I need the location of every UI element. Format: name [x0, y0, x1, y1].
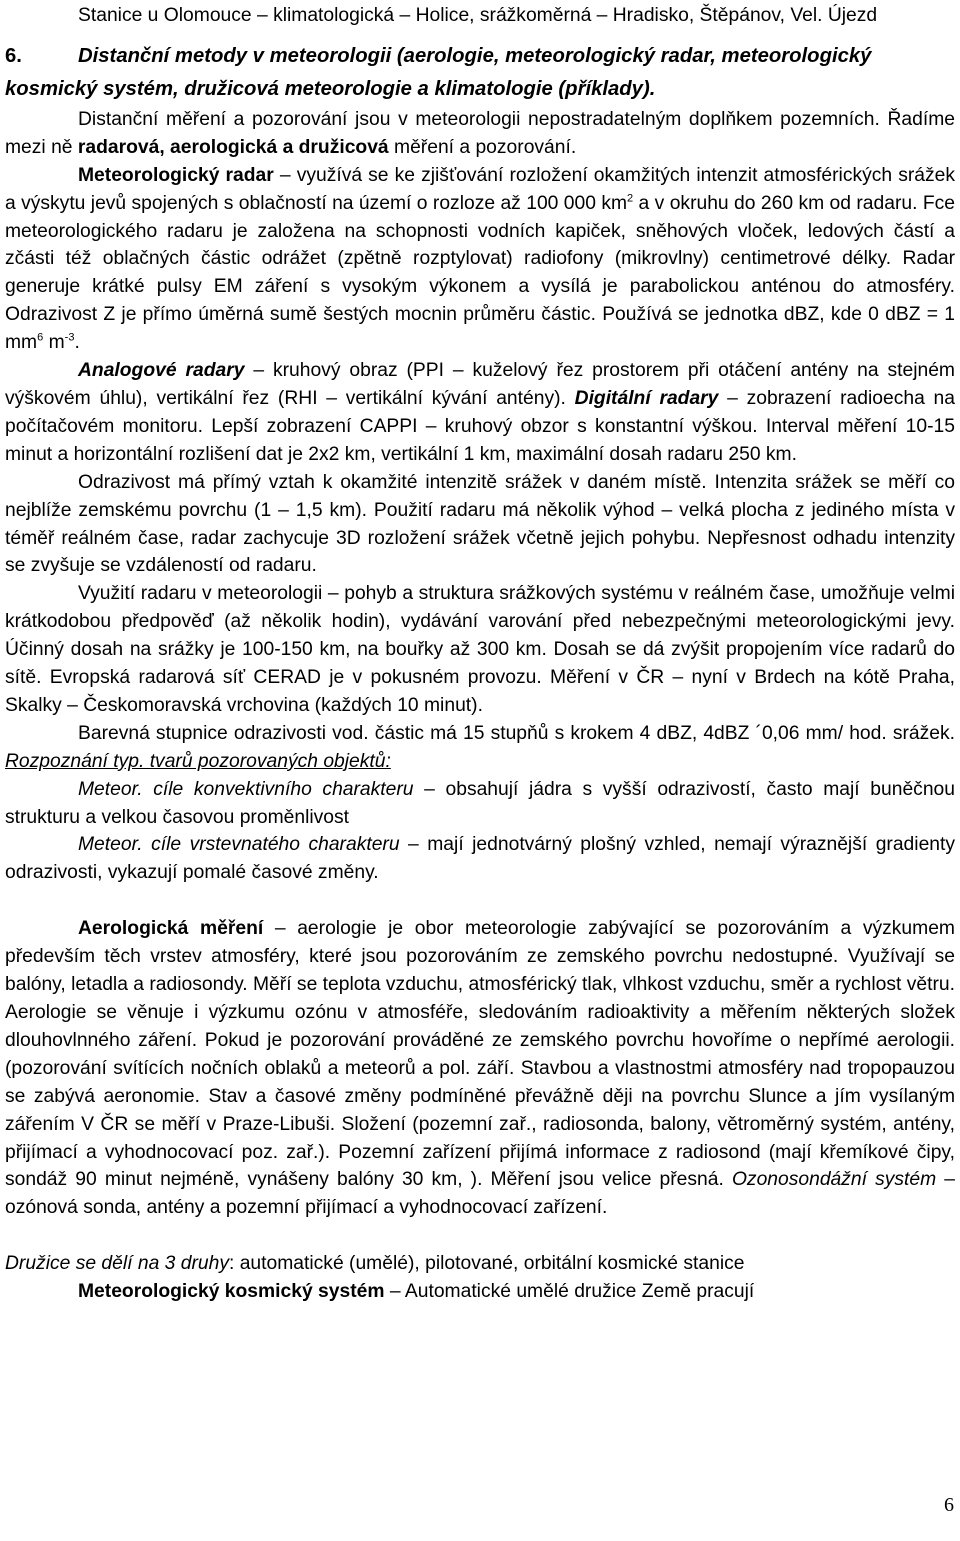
section-title: Distanční metody v meteorologii (aerologie, meteorologický radar, meteorologický kosmický systém, družicová meteorologie a klimatologie (příklady). [5, 44, 872, 100]
superscript: 2 [627, 192, 634, 205]
stations-paragraph [5, 0, 955, 30]
convective-text: – obsahují jádra s vyšší odrazivostí, často mají buněčnou strukturu a velkou časovou proměnlivost [5, 778, 955, 828]
aerology-text-2: – ozónová sonda, antény a pozemní přijímací a vyhodnocovací zařízení. [5, 1169, 955, 1219]
satellites-text: : automatické (umělé), pilotované, orbitální kosmické stanice [229, 1253, 745, 1275]
analog-radar-term: Analogové radary [78, 360, 245, 382]
paragraph-gap [5, 887, 955, 915]
intro-text-1: Distanční měření a pozorování jsou v meteorologii nepostradatelným doplňkem pozemních. Řadíme mezi ně [5, 108, 955, 158]
analog-paragraph [5, 357, 955, 469]
paragraph-gap [5, 1222, 955, 1250]
superscript: 6 [37, 331, 44, 344]
scale-paragraph [5, 720, 955, 776]
radar-use-paragraph [5, 580, 955, 720]
reflectivity-paragraph [5, 469, 955, 581]
section-heading [5, 30, 955, 106]
radar-paragraph [5, 162, 955, 357]
satellites-paragraph [5, 1250, 955, 1278]
analog-text-2: – zobrazení radioecha na počítačovém monitoru. Lepší zobrazení CAPPI – kruhový obzor s konstantní výškou. Interval měření 10-15 minut a horizontální rozlišení dat je 2x2 km, vertikální 1 km, maximální dosah radaru 250 km. [5, 387, 955, 465]
aerology-paragraph [5, 915, 955, 1222]
scale-text: Barevná stupnice odrazivosti vod. částic má 15 stupňů s krokem 4 dBZ, 4dBZ ´0,06 mm/ hod. srážek. [78, 722, 955, 744]
stratiform-label: Meteor. cíle vrstevnatého charakteru [78, 834, 400, 856]
radar-text-3: m [43, 332, 65, 354]
radar-text-1: – využívá se ke zjišťování rozložení okamžitých intenzit atmosférických srážek a výskytu jevů spojených s oblačností na území o rozloze až 100 000 km [5, 164, 955, 214]
aerology-text-1: – aerologie je obor meteorologie zabývající se pozorováním a výzkumem především těch vrstev atmosféry, které jsou pozorováním ze zemského povrchu nedostupné. Využívají se balóny, letadla a radiosondy. Měří se teplota vzduchu, atmosférický tlak, vlhkost vzduchu, směr a rychlost větru. Aerologie se věnuje i výzkumu ozónu v atmosféře, sledováním radioaktivity a měřením některých složek dlouhovlnného záření. Pokud je pozorování prováděné ze zemského povrchu hovoříme o nepřímé aerologii. (pozorování svítících nočních oblaků a meteorů a pol. září. Stavbou a vlastnostmi atmosféry nad tropopauzou se zabývá aeronomie. Stav a časové změny podmíněné převážně ději na povrchu Slunce a jím vysílaným zářením V ČR se měří v Praze-Libuši. Složení (pozemní zař., radiosonda, balony, větroměrný systém, antény, přijímací a vyhodnocovací poz. zař.). Pozemní zařízení přijímá informace z radiosond (mají křemíkové čipy, sondáž 90 minut nejméně, vynášeny balóny 30 km, ). Měření jsou velice přesná. [5, 918, 955, 1191]
radar-term: Meteorologický radar [78, 164, 274, 186]
satellites-label: Družice se dělí na 3 druhy [5, 1253, 229, 1275]
intro-paragraph [5, 106, 955, 162]
page-number: 6 [944, 1494, 954, 1516]
radar-use-text: Využití radaru v meteorologii – pohyb a struktura srážkových systému v reálném čase, umožňuje velmi krátkodobou předpověď (až několik hodin), vydávání varování před nebezpečnými meteorologickými jevy. Účinný dosah na srážky je 100-150 km, na bouřky až 300 km. Dosah se dá zvýšit propojením více radarů do sítě. Evropská radarová síť CERAD je v pokusném provozu. Měření v ČR – nyní v Brdech na kótě Praha, Skalky – Českomoravská vrchovina (každých 10 minut). [5, 583, 955, 716]
underlined-heading: Rozpoznání typ. tvarů pozorovaných objektů: [5, 750, 391, 772]
radar-text-2: a v okruhu do 260 km od radaru. Fce meteorologického radaru je založena na schopnosti vodních kapiček, sněhových vloček, ledových částí a zčásti též oblačných částic odrážet (zpětně rozptylovat) radiofony (mikrovlny) centimetrové délky. Radar generuje krátké pulsy EM záření s vysokým výkonem a vysílá je parabolickou anténou do atmosféry. Odrazivost Z je přímo úměrná sumě šestých mocnin průměru částic. Používá se jednotka dBZ, kde 0 dBZ = 1 mm [5, 192, 955, 354]
space-system-paragraph [5, 1278, 955, 1306]
reflectivity-text: Odrazivost má přímý vztah k okamžité intenzitě srážek v daném místě. Intenzita srážek se měří co nejblíže zemskému povrchu (1 – 1,5 km). Použití radaru má několik výhod – velká plocha z jediného místa v téměř reálném čase, radar zachycuje 3D rozložení srážek včetně jejich pohybu. Nepřesnost odhadu intenzity se zvyšuje se vzdáleností od radaru. [5, 471, 955, 577]
analog-text-1: – kruhový obraz (PPI – kuželový řez prostorem při otáčení antény na stejném výškovém úhlu), vertikální řez (RHI – vertikální kývání antény). [5, 360, 955, 409]
document-page [5, 0, 955, 1306]
space-system-text: – Automatické umělé družice Země pracují [384, 1281, 755, 1303]
convective-paragraph [5, 776, 955, 832]
radar-text-4: . [74, 332, 80, 354]
convective-label: Meteor. cíle konvektivního charakteru [78, 778, 414, 800]
stratiform-text: – mají jednotvárný plošný vzhled, nemají výraznější gradienty odrazivosti, vykazují pomalé časové změny. [5, 834, 956, 884]
aerology-term: Aerologická měření [78, 918, 264, 940]
section-number: 6. [5, 44, 22, 67]
stratiform-paragraph [5, 831, 955, 887]
digital-radar-term: Digitální radary [574, 387, 719, 409]
ozone-system-label: Ozonosondážní systém [731, 1169, 937, 1191]
space-system-term: Meteorologický kosmický systém [78, 1281, 385, 1303]
stations-text: Stanice u Olomouce – klimatologická – Holice, srážkoměrná – Hradisko, Štěpánov, Vel. Újezd [78, 5, 878, 26]
intro-text-2: měření a pozorování. [388, 136, 577, 158]
intro-bold-text: radarová, aerologická a družicová [77, 136, 389, 158]
superscript: -3 [64, 331, 75, 344]
